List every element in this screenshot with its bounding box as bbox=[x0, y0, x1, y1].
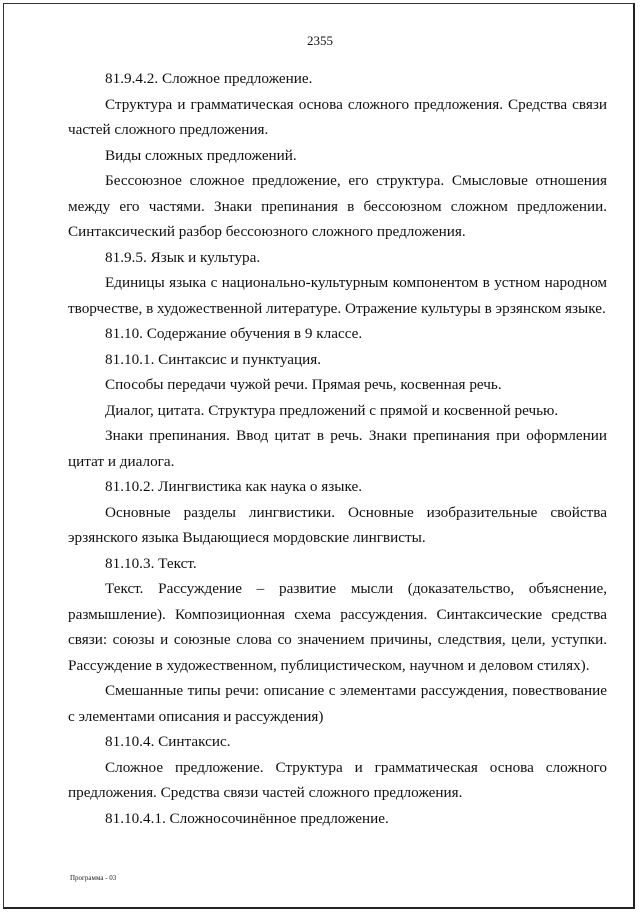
section-heading-81-10-1: 81.10.1. Синтаксис и пунктуация. bbox=[105, 350, 322, 368]
paragraph: Текст. Рассуждение – развитие мысли (доказательство, объяснение, размышление). Композиционная схема рассуждения. Синтаксические средства связи: союзы и союзные слова со значением причины, следствия, цели, уступки. Рассуждение в художественном, публицистическом, научном и деловом стилях). bbox=[68, 580, 607, 674]
paragraph: Смешанные типы речи: описание с элементами рассуждения, повествование с элементами описания и рассуждения) bbox=[68, 682, 607, 725]
paragraph: Структура и грамматическая основа сложного предложения. Средства связи частей сложного предложения. bbox=[68, 95, 607, 138]
paragraph: Знаки препинания. Ввод цитат в речь. Знаки препинания при оформлении цитат и диалога. bbox=[68, 427, 607, 470]
section-heading-81-9-5: 81.9.5. Язык и культура. bbox=[105, 248, 261, 266]
section-heading-81-10: 81.10. Содержание обучения в 9 классе. bbox=[105, 325, 363, 342]
page-number: 2355 bbox=[307, 33, 333, 48]
paragraph: Виды сложных предложений. bbox=[105, 146, 297, 164]
paragraph: Сложное предложение. Структура и грамматическая основа сложного предложения. Средства связи частей сложного предложения. bbox=[68, 758, 607, 801]
section-heading-81-10-4: 81.10.4. Синтаксис. bbox=[105, 733, 231, 750]
paragraph: Основные разделы лингвистики. Основные изобразительные свойства эрзянского языка Выдающиеся мордовские лингвисты. bbox=[68, 503, 607, 546]
paragraph: Бессоюзное сложное предложение, его структура. Смысловые отношения между его частями. Знаки препинания в бессоюзном сложном предложении. Синтаксический разбор бессоюзного сложного предложения. bbox=[68, 172, 607, 240]
paragraph: Способы передачи чужой речи. Прямая речь, косвенная речь. bbox=[105, 376, 502, 393]
section-heading-81-10-2: 81.10.2. Лингвистика как наука о языке. bbox=[105, 478, 362, 495]
paragraph: Диалог, цитата. Структура предложений с прямой и косвенной речью. bbox=[105, 401, 559, 419]
paragraph: Единицы языка с национально-культурным компонентом в устном народном творчестве, в художественной литературе. Отражение культуры в эрзянском языке. bbox=[68, 274, 607, 317]
page-footer: Программа - 03 bbox=[70, 874, 117, 882]
section-heading-81-10-3: 81.10.3. Текст. bbox=[105, 554, 197, 572]
section-heading-81-9-4-2: 81.9.4.2. Сложное предложение. bbox=[105, 70, 313, 87]
document-body bbox=[68, 66, 607, 831]
section-heading-81-10-4-1: 81.10.4.1. Сложносочинённое предложение. bbox=[105, 809, 389, 827]
